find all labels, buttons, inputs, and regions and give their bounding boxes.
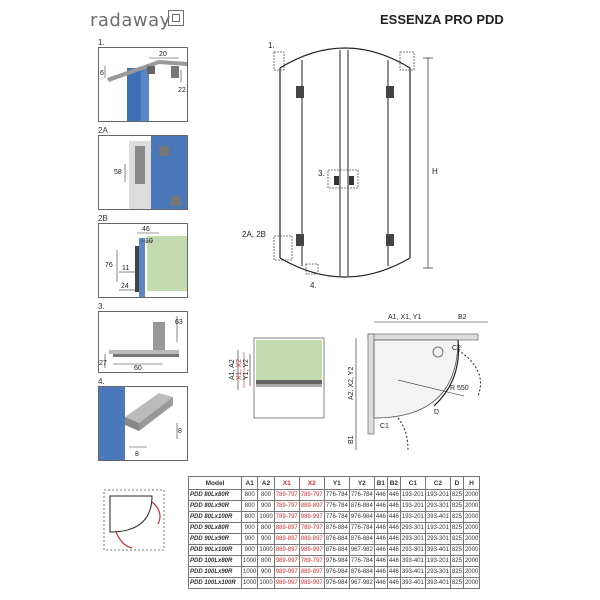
table-row <box>189 578 480 589</box>
table-cell: 776-784 <box>324 501 349 512</box>
table-cell: 789-797 <box>299 490 324 501</box>
product-title: ESSENZA PRO PDD <box>380 12 504 27</box>
table-cell: 889-897 <box>299 567 324 578</box>
table-cell: 789-797 <box>274 512 299 523</box>
table-cell: 2000 <box>463 545 479 556</box>
table-cell: 989-997 <box>274 578 299 589</box>
plan-diag: D <box>434 409 440 416</box>
step-2b-panel <box>98 223 188 298</box>
table-cell: 976-984 <box>324 567 349 578</box>
table-cell: 800 <box>258 556 274 567</box>
plan-top-label-a: A1, X1, Y1 <box>388 314 422 321</box>
table-row <box>189 490 480 501</box>
table-cell: 900 <box>242 523 258 534</box>
table-cell: 800 <box>258 523 274 534</box>
table-cell: 446 <box>374 545 387 556</box>
table-cell: 825 <box>450 567 463 578</box>
table-cell: 1000 <box>242 578 258 589</box>
table-cell: 889-897 <box>274 534 299 545</box>
table-cell: 446 <box>387 556 400 567</box>
step-4-panel <box>98 386 188 461</box>
col-header: H <box>463 477 479 490</box>
detail-label-y: Y1, Y2 <box>243 359 250 380</box>
table-cell: 446 <box>387 490 400 501</box>
model-cell: PDD 90Lx80R <box>189 523 242 534</box>
callout-2a2b: 2A, 2B <box>242 230 267 239</box>
table-row <box>189 556 480 567</box>
col-header: A2 <box>258 477 274 490</box>
table-cell: 2000 <box>463 567 479 578</box>
table-cell: 889-897 <box>274 523 299 534</box>
step-1-label: 1. <box>98 38 105 47</box>
table-cell: 876-884 <box>349 567 374 578</box>
model-cell: PDD 80Lx80R <box>189 490 242 501</box>
plan-c2: C2 <box>452 345 461 352</box>
table-cell: 446 <box>374 556 387 567</box>
dim-20: 20 <box>159 51 167 58</box>
table-cell: 800 <box>242 490 258 501</box>
plan-left-label-a: A2, X2, Y2 <box>348 366 355 400</box>
table-cell: 446 <box>374 512 387 523</box>
table-cell: 889-897 <box>274 545 299 556</box>
dim-63: 63 <box>175 319 183 326</box>
table-cell: 900 <box>258 501 274 512</box>
dim-60: 60 <box>134 365 142 372</box>
table-cell: 876-884 <box>324 545 349 556</box>
step-2b-label: 2B <box>98 214 108 223</box>
table-cell: 393-401 <box>425 545 450 556</box>
table-cell: 800 <box>258 490 274 501</box>
table-cell: 789-797 <box>299 556 324 567</box>
col-header: X2 <box>299 477 324 490</box>
table-cell: 193-201 <box>425 556 450 567</box>
step-1-illustration <box>99 48 187 121</box>
col-header: X1 <box>274 477 299 490</box>
col-header: B1 <box>374 477 387 490</box>
step-2a-label: 2A <box>98 126 108 135</box>
table-row <box>189 567 480 578</box>
table-cell: 1000 <box>258 578 274 589</box>
table-cell: 900 <box>258 567 274 578</box>
table-cell: 976-984 <box>349 512 374 523</box>
table-cell: 900 <box>242 534 258 545</box>
dim-6: 6 <box>100 70 104 77</box>
table-cell: 193-201 <box>400 512 425 523</box>
table-cell: 393-401 <box>425 512 450 523</box>
table-cell: 889-897 <box>299 501 324 512</box>
dim-76: 76 <box>105 262 113 269</box>
table-cell: 446 <box>387 578 400 589</box>
model-cell: PDD 90Lx90R <box>189 534 242 545</box>
table-cell: 393-401 <box>400 567 425 578</box>
model-cell: PDD 80Lx90R <box>189 501 242 512</box>
table-cell: 825 <box>450 523 463 534</box>
table-cell: 876-884 <box>349 534 374 545</box>
dim-8-horizontal: 8 <box>135 451 139 458</box>
brand-logo: radaway <box>90 10 171 31</box>
table-cell: 989-997 <box>299 512 324 523</box>
table-cell: 293-301 <box>400 545 425 556</box>
table-cell: 446 <box>374 578 387 589</box>
table-cell: 446 <box>374 523 387 534</box>
height-label: H <box>432 167 438 176</box>
table-cell: 776-784 <box>324 490 349 501</box>
table-cell: 446 <box>387 545 400 556</box>
col-header: D <box>450 477 463 490</box>
table-cell: 446 <box>374 567 387 578</box>
table-cell: 776-784 <box>349 523 374 534</box>
table-cell: 976-984 <box>324 556 349 567</box>
table-cell: 2000 <box>463 512 479 523</box>
table-cell: 393-401 <box>400 578 425 589</box>
model-cell: PDD 80Lx100R <box>189 512 242 523</box>
table-cell: 989-997 <box>274 567 299 578</box>
table-row <box>189 545 480 556</box>
table-cell: 446 <box>387 534 400 545</box>
table-cell: 1000 <box>242 567 258 578</box>
table-cell: 825 <box>450 512 463 523</box>
table-cell: 876-884 <box>349 501 374 512</box>
table-cell: 2000 <box>463 534 479 545</box>
col-header: A1 <box>242 477 258 490</box>
table-cell: 393-401 <box>400 556 425 567</box>
table-cell: 800 <box>242 512 258 523</box>
plan-radius: R 550 <box>450 385 469 392</box>
model-cell: PDD 90Lx100R <box>189 545 242 556</box>
step-4-label: 4. <box>98 377 105 386</box>
step-4-illustration <box>99 387 187 460</box>
table-cell: 800 <box>242 501 258 512</box>
table-cell: 1000 <box>258 512 274 523</box>
step-3-panel <box>98 311 188 373</box>
dim-10: 10 <box>145 238 153 245</box>
callout-3: 3. <box>318 169 325 178</box>
table-cell: 446 <box>387 523 400 534</box>
table-row <box>189 501 480 512</box>
table-cell: 825 <box>450 556 463 567</box>
table-cell: 989-997 <box>299 578 324 589</box>
col-header: C1 <box>400 477 425 490</box>
step-2a-panel <box>98 135 188 210</box>
col-header: B2 <box>387 477 400 490</box>
table-cell: 1000 <box>258 545 274 556</box>
table-cell: 900 <box>242 545 258 556</box>
dim-46: 46 <box>142 226 150 233</box>
col-header: Model <box>189 477 242 490</box>
step-2b-illustration <box>99 224 187 297</box>
plan-left-label-b: B1 <box>348 435 355 444</box>
step-1-panel <box>98 47 188 122</box>
table-cell: 825 <box>450 501 463 512</box>
table-cell: 989-997 <box>299 545 324 556</box>
step-3-label: 3. <box>98 302 105 311</box>
table-cell: 293-301 <box>425 501 450 512</box>
table-cell: 193-201 <box>400 490 425 501</box>
table-cell: 1000 <box>242 556 258 567</box>
table-cell: 293-301 <box>425 534 450 545</box>
table-cell: 446 <box>374 534 387 545</box>
step-2a-illustration <box>99 136 187 209</box>
table-cell: 876-884 <box>324 523 349 534</box>
dim-11: 11 <box>122 265 130 272</box>
door-swing-diagram <box>96 482 176 562</box>
plan-top-label-b: B2 <box>458 314 467 321</box>
table-cell: 900 <box>258 534 274 545</box>
callout-4: 4. <box>310 281 317 290</box>
table-cell: 2000 <box>463 501 479 512</box>
table-cell: 789-797 <box>274 501 299 512</box>
table-cell: 825 <box>450 545 463 556</box>
table-cell: 2000 <box>463 490 479 501</box>
table-cell: 989-997 <box>274 556 299 567</box>
table-cell: 446 <box>387 512 400 523</box>
detail-view <box>220 330 330 430</box>
table-cell: 2000 <box>463 556 479 567</box>
col-header: Y1 <box>324 477 349 490</box>
table-cell: 293-301 <box>425 567 450 578</box>
detail-label-a: A1, A2 <box>229 359 236 380</box>
spec-table <box>188 476 480 589</box>
table-cell: 446 <box>387 567 400 578</box>
col-header: Y2 <box>349 477 374 490</box>
brand-logo-icon <box>168 10 184 26</box>
dim-27: 27 <box>99 360 107 367</box>
dim-8-vertical: 8 <box>178 428 182 435</box>
dim-24: 24 <box>121 283 129 290</box>
table-row <box>189 534 480 545</box>
table-cell: 825 <box>450 578 463 589</box>
plan-c1: C1 <box>380 423 389 430</box>
table-cell: 2000 <box>463 578 479 589</box>
step-3-illustration <box>99 312 187 372</box>
table-cell: 293-301 <box>400 523 425 534</box>
table-cell: 393-401 <box>425 578 450 589</box>
table-cell: 967-982 <box>349 578 374 589</box>
table-cell: 876-884 <box>324 534 349 545</box>
table-cell: 776-784 <box>349 490 374 501</box>
table-cell: 789-797 <box>274 490 299 501</box>
table-cell: 193-201 <box>425 523 450 534</box>
table-cell: 825 <box>450 534 463 545</box>
table-cell: 2000 <box>463 523 479 534</box>
table-cell: 976-984 <box>324 578 349 589</box>
table-cell: 193-201 <box>425 490 450 501</box>
dim-22: 22 <box>178 87 186 94</box>
table-cell: 776-784 <box>324 512 349 523</box>
model-cell: PDD 100Lx90R <box>189 567 242 578</box>
model-cell: PDD 100Lx100R <box>189 578 242 589</box>
table-cell: 967-982 <box>349 545 374 556</box>
table-row <box>189 512 480 523</box>
table-cell: 446 <box>387 501 400 512</box>
model-cell: PDD 100Lx80R <box>189 556 242 567</box>
spec-table-header-row <box>189 477 480 490</box>
table-cell: 193-201 <box>400 501 425 512</box>
table-row <box>189 523 480 534</box>
table-cell: 889-897 <box>299 534 324 545</box>
callout-1: 1. <box>268 41 275 50</box>
table-cell: 446 <box>374 501 387 512</box>
table-cell: 789-797 <box>299 523 324 534</box>
col-header: C2 <box>425 477 450 490</box>
table-cell: 825 <box>450 490 463 501</box>
plan-view <box>338 310 508 460</box>
main-front-drawing <box>240 38 450 298</box>
table-cell: 446 <box>374 490 387 501</box>
table-cell: 293-301 <box>400 534 425 545</box>
table-cell: 776-784 <box>349 556 374 567</box>
dim-58: 58 <box>114 169 122 176</box>
detail-label-x: X1, X2 <box>236 358 243 380</box>
